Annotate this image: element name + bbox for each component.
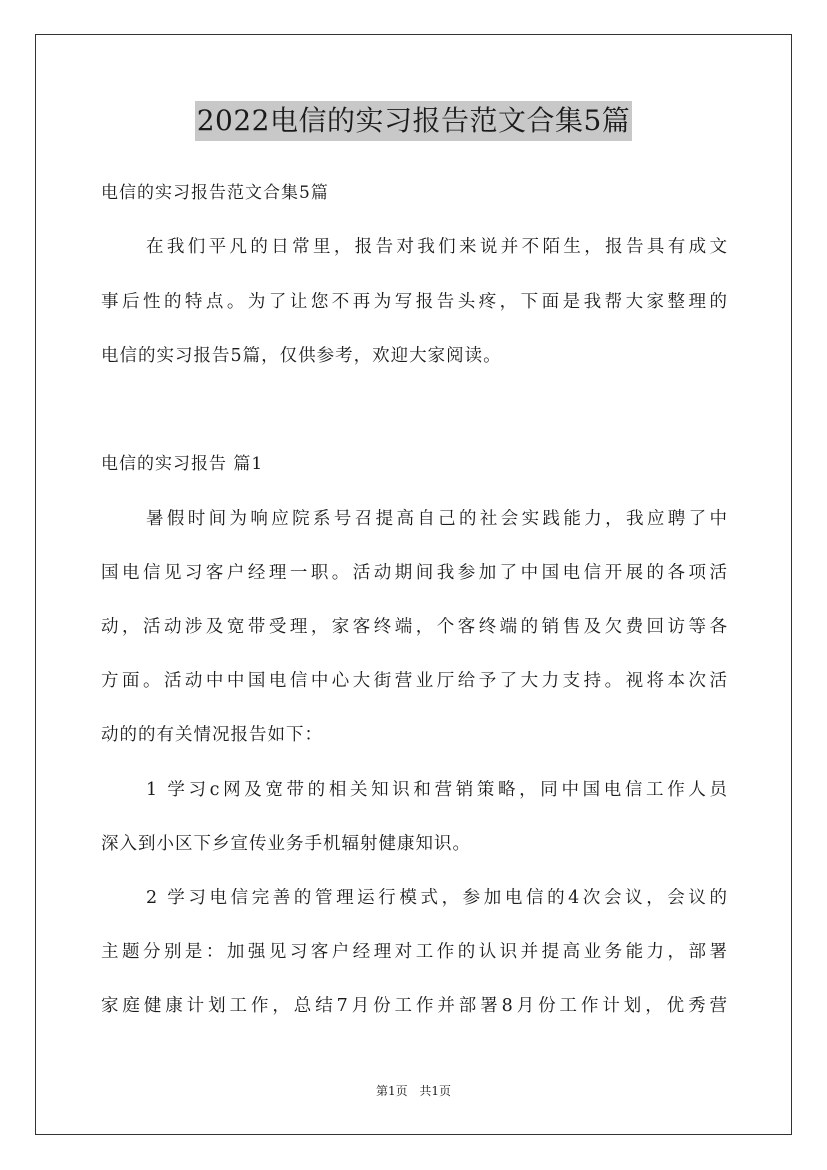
- paragraph-line: 1 学习c网及宽带的相关知识和营销策略，同中国电信工作人员: [146, 780, 728, 800]
- intro-line: 在我们平凡的日常里，报告对我们来说并不陌生，报告具有成文: [146, 237, 728, 257]
- page-footer: [0, 1082, 827, 1100]
- paragraph-line: 暑假时间为响应院系号召提高自己的社会实践能力，我应聘了中: [146, 509, 728, 529]
- paragraph-line: 家庭健康计划工作，总结7月份工作并部署8月份工作计划，优秀营: [101, 996, 728, 1016]
- paragraph-line: 国电信见习客户经理一职。活动期间我参加了中国电信开展的各项活: [101, 563, 728, 583]
- paragraph-line: 主题分别是：加强见习客户经理对工作的认识并提高业务能力，部署: [101, 942, 728, 962]
- paragraph-line: 深入到小区下乡宣传业务手机辐射健康知识。: [101, 834, 471, 854]
- document-subtitle: 电信的实习报告范文合集5篇: [101, 183, 329, 203]
- intro-line: 电信的实习报告5篇，仅供参考，欢迎大家阅读。: [101, 346, 502, 366]
- page-number: 第1页: [375, 1084, 408, 1098]
- paragraph-line: 方面。活动中中国电信中心大街营业厅给予了大力支持。视将本次活: [101, 671, 728, 691]
- document-title: 2022电信的实习报告范文合集5篇: [195, 101, 633, 141]
- paragraph-line: 动的的有关情况报告如下：: [101, 725, 323, 745]
- page-total: 共1页: [419, 1084, 452, 1098]
- intro-line: 事后性的特点。为了让您不再为写报告头疼，下面是我帮大家整理的: [101, 292, 728, 312]
- paragraph-line: 动，活动涉及宽带受理，家客终端，个客终端的销售及欠费回访等各: [101, 617, 728, 637]
- section-heading: 电信的实习报告 篇1: [101, 454, 264, 474]
- paragraph-line: 2 学习电信完善的管理运行模式，参加电信的4次会议，会议的: [146, 888, 728, 908]
